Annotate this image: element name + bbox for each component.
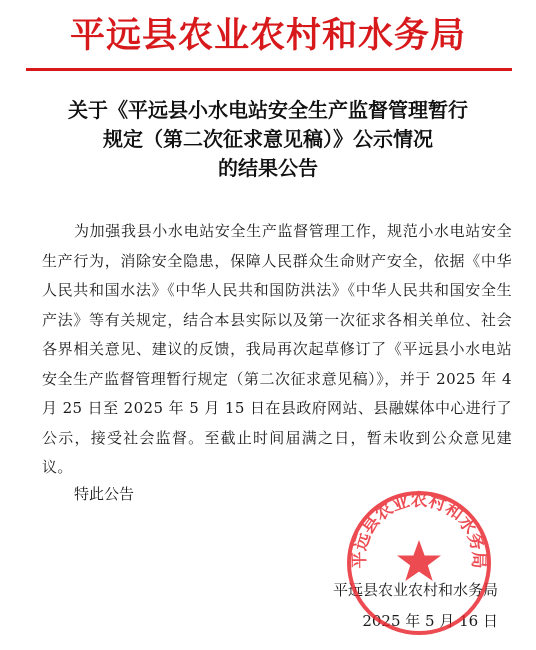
signature-issuer: 平远县农业农村和水务局 (332, 581, 498, 599)
title-line-2: 规定（第二次征求意见稿）》公示情况 (103, 127, 433, 151)
masthead-organization: 平远县农业农村和水务局 (69, 16, 466, 56)
title-line-1: 关于《平远县小水电站安全生产监督管理暂行 (68, 98, 468, 122)
closing-phrase: 特此公告 (74, 485, 135, 503)
signature-date: 2025 年 5 月 16 日 (362, 612, 498, 630)
star-icon (397, 540, 441, 581)
red-divider-line (26, 68, 512, 71)
seal-text: 平远县农业农村和水务局 (349, 490, 489, 569)
notice-body: 为加强我县小水电站安全生产监督管理工作，规范小水电站安全生产行为，消除安全隐患，保障人民群众生命财产安全，依据《中华人民共和国水法》《中华人民共和国防洪法》《中华人民共和国安全生产法》等有关规定，结合本县实际以及第一次征求各相关单位、社会各界相关意见、建议的反馈，我局再次起草修订了《平远县小水电站安全生产监督管理暂行规定（第二次征求意见稿）》，并于 2025 年 4 月 25 日至 2025 年 5 月 15 日在县政府网站、县融媒体中心进行了公示，接受社会监督。至截止时间届满之日，暂未收到公众意见建议。 (42, 222, 512, 476)
notice-title (30, 96, 506, 183)
title-line-3: 的结果公告 (218, 156, 318, 180)
